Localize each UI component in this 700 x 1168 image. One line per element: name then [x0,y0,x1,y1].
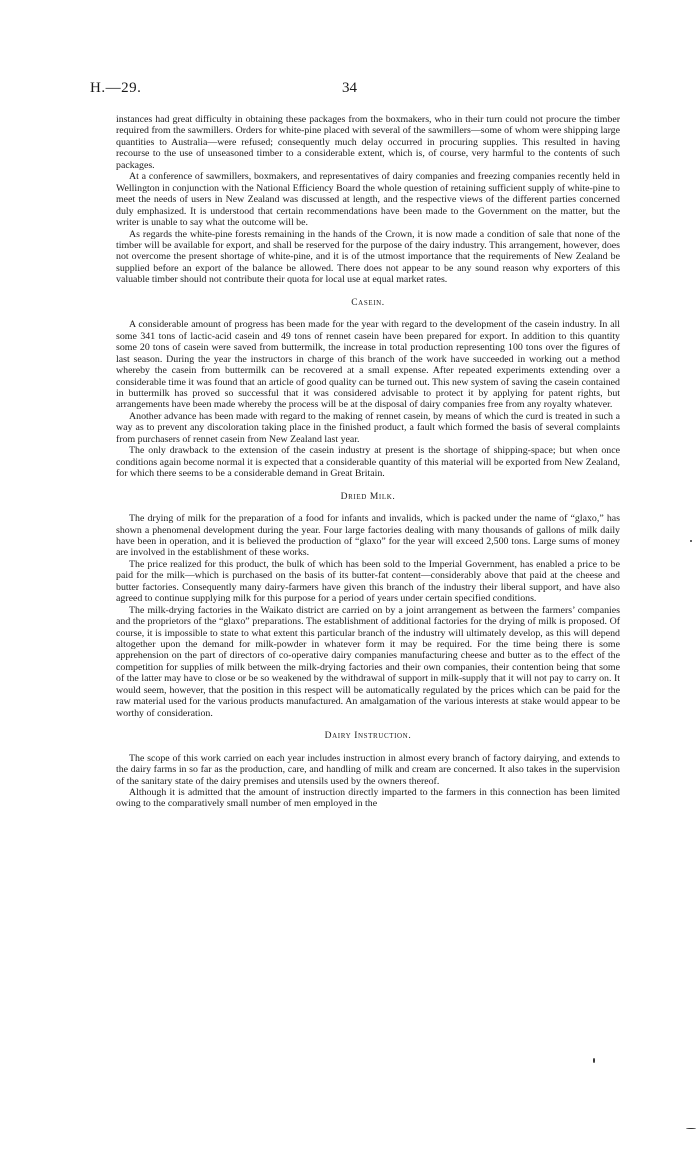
paragraph: The milk-drying factories in the Waikato district are carried on by a joint arrangement as between the farmers’ companies and the proprietors of the “glaxo” preparations. The establishment of additional factories for the drying of milk is proposed. Of course, it is impossible to state to what extent this particular branch of the industry will ultimately develop, as this will depend altogether upon the demand for milk-powder in whatever form it may be required. For the time being there is some apprehension on the part of directors of co-operative dairy companies manufacturing cheese and butter as to the effect of the competition for supplies of milk between the milk-drying factories and their own companies, their contention being that some of the latter may have to close or be so weakened by the withdrawal of support in milk-supply that it will not pay to carry on. It would seem, however, that the position in this respect will be automatically regulated by the prices which can be paid for the raw material used for the various products manufactured. An amalgamation of the various interests at stake would appear to be worthy of consideration. [116,604,620,719]
running-head [90,80,620,100]
paragraph: The only drawback to the extension of the casein industry at present is the shortage of shipping-space; but when once conditions again become normal it is expected that a considerable quantity of this material will be exported from New Zealand, for which there seems to be a considerable demand in Great Britain. [116,445,620,480]
ink-speck [686,1128,696,1129]
ink-speck [593,1058,595,1063]
paragraph: The drying of milk for the preparation of a food for infants and invalids, which is packed under the name of “glaxo,” has shown a phenomenal development during the year. Four large factories dealing with many thousands of gallons of milk daily have been in operation, and it is believed the production of “glaxo” for the year will exceed 2,500 tons. Large sums of money are involved in the establishment of these works. [116,513,620,559]
paragraph: Although it is admitted that the amount of instruction directly imparted to the farmers in this connection has been limited owing to the comparatively small number of men employed in the [116,787,620,810]
page-number: 34 [342,80,357,96]
section-heading-casein: Casein. [351,297,385,308]
paragraph-continued: instances had great difficulty in obtaining these packages from the boxmakers, who in their turn could not procure the timber required from the sawmillers. Orders for white-pine placed with several of the sawmillers—some of whom were shipping large quantities to Australia—were refused; consequently much delay occurred in procuring supplies. This resulted in having recourse to the use of unseasoned timber to a considerable extent, which is, of course, very harmful to the contents of such packages. [116,114,620,171]
paragraph: A considerable amount of progress has been made for the year with regard to the development of the casein industry. In all some 341 tons of lactic-acid casein and 49 tons of rennet casein have been prepared for export. In addition to this quantity some 20 tons of casein were saved from buttermilk, the increase in total production representing 100 tons over the figures of last season. During the year the instructors in charge of this branch of the work have succeeded in working out a method whereby the casein from buttermilk can be recovered at a small expense. After repeated experiments extending over a considerable time it was found that an article of good quality can be turned out. This new system of saving the casein contained in buttermilk has proved so successful that it was considered advisable to protect it by applying for patent rights, but arrangements have been made whereby the process will be at the disposal of dairy companies free from any royalty whatever. [116,319,620,411]
paragraph: The scope of this work carried on each year includes instruction in almost every branch of factory dairying, and extends to the dairy farms in so far as the production, care, and handling of milk and cream are concerned. It also takes in the supervision of the sanitary state of the dairy premises and utensils used by the owners thereof. [116,752,620,787]
paragraph: Another advance has been made with regard to the making of rennet casein, by means of which the curd is treated in such a way as to prevent any discoloration taking place in the finished product, a fault which formed the basis of several complaints from purchasers of rennet casein from New Zealand last year. [116,410,620,445]
section-heading-dried-milk: Dried Milk. [340,491,396,502]
paragraph: The price realized for this product, the bulk of which has been sold to the Imperial Government, has enabled a price to be paid for the milk—which is purchased on the basis of its butter-fat content—considerably above that paid at the cheese and butter factories. Consequently many dairy-farmers have given this branch of the industry their liberal support, and have also agreed to continue supplying milk for this purpose for a period of years under certain specified conditions. [116,558,620,605]
section-heading-dairy-instruction: Dairy Instruction. [324,731,412,742]
ink-speck [690,540,692,542]
paragraph: As regards the white-pine forests remaining in the hands of the Crown, it is now made a condition of sale that none of the timber will be available for export, and shall be reserved for the purpose of the dairy industry. This arrangement, however, does not overcome the present shortage of white-pine, and it is of the utmost importance that the requirements of New Zealand be supplied before an export of the balance be allowed. There does not appear to be any sound reason why exporters of this valuable timber should not contribute their quota for local use at equal market rates. [116,228,620,286]
page-body [116,114,620,810]
report-reference: H.—29. [90,80,142,96]
paragraph: At a conference of sawmillers, boxmakers, and representatives of dairy companies and freezing companies recently held in Wellington in conjunction with the National Efficiency Board the whole question of retaining sufficient supply of white-pine to meet the needs of users in New Zealand was discussed at length, and the respective views of the different parties concerned duly emphasized. It is understood that certain recommendations have been made to the Government on the matter, but the writer is unable to say what the outcome will be. [116,171,620,229]
